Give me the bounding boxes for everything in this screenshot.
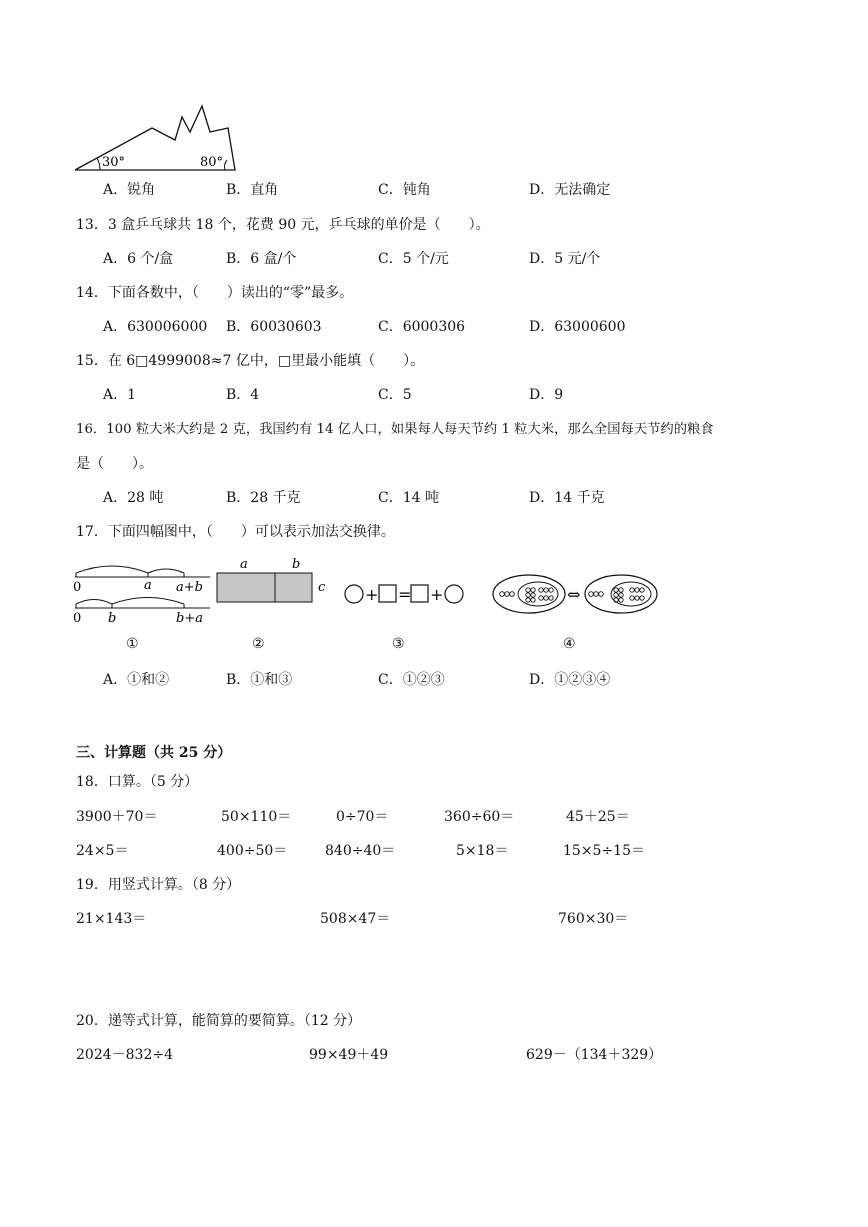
q17-figure-number-3: ③ — [392, 636, 405, 652]
q12-option-b[interactable]: B．直角 — [226, 182, 279, 198]
q15-option-b[interactable]: B．4 — [226, 387, 260, 403]
fig3-circle-1 — [345, 585, 363, 603]
fig4-right-small-dots — [589, 592, 604, 597]
q17-figure-number-2: ② — [252, 636, 265, 652]
fig4-outer-left — [493, 575, 565, 613]
q16-stem-line2: 是（ ）。 — [76, 456, 153, 472]
q17-figure-number-1: ① — [126, 636, 139, 652]
q13-stem: 13．3 盒乒乓球共 18 个，花费 90 元，乒乓球的单价是（ ）。 — [76, 217, 490, 233]
fig3-equals: = — [398, 585, 412, 604]
fig2-rect-a — [217, 573, 275, 602]
q12-option-a[interactable]: A．锐角 — [103, 182, 156, 198]
q12-left-arc — [97, 158, 100, 170]
fig3-square-2 — [411, 585, 428, 602]
q12-angle-right: 80° — [200, 155, 224, 170]
q19-stem: 19．用竖式计算。（8 分） — [76, 877, 241, 893]
q19-item-3: 760×30＝ — [558, 911, 629, 927]
fig2-rect-b — [275, 573, 312, 602]
q15-stem: 15．在 6□4999008≈7 亿中，□里最小能填（ ）。 — [76, 353, 425, 369]
q18-item-5: 45＋25＝ — [566, 809, 630, 825]
q12-option-d[interactable]: D．无法确定 — [529, 182, 611, 198]
q13-option-c[interactable]: C．5 个/元 — [378, 251, 449, 267]
fig1-bottom-zero: 0 — [73, 611, 82, 626]
fig1-apb-label: a+b — [176, 580, 203, 595]
q13-option-d[interactable]: D．5 元/个 — [529, 251, 601, 267]
fig3-plus-2: + — [430, 585, 444, 604]
fig1-top-zero: 0 — [73, 580, 82, 595]
q13-option-b[interactable]: B．6 盒/个 — [226, 251, 297, 267]
q18-item-3: 0÷70＝ — [336, 809, 389, 825]
q16-stem-line1: 16．100 粒大米大约是 2 克，我国约有 14 亿人口，如果每人每天节约 1 粒大米，那么全国每天节约的粮食 — [76, 422, 714, 437]
q18-item-10: 15×5÷15＝ — [563, 843, 645, 859]
q20-item-2: 99×49＋49 — [309, 1047, 389, 1063]
q17-option-c[interactable]: C．①②③ — [378, 672, 445, 688]
fig1-b-label: b — [108, 611, 117, 626]
q17-figure-number-4: ④ — [563, 636, 576, 652]
q17-figure-4 — [490, 572, 665, 618]
q17-figure-2 — [210, 553, 340, 608]
q16-option-b[interactable]: B．28 千克 — [226, 490, 301, 506]
q14-stem: 14．下面各数中，（ ）读出的“零”最多。 — [76, 285, 354, 301]
fig3-square-1 — [379, 585, 396, 602]
fig4-arrow: ⇔ — [567, 585, 581, 604]
q14-option-d[interactable]: D．63000600 — [529, 319, 626, 335]
q18-stem: 18．口算。（5 分） — [76, 774, 199, 790]
q12-option-c[interactable]: C．钝角 — [378, 182, 431, 198]
q18-item-9: 5×18＝ — [456, 843, 509, 859]
q17-stem: 17．下面四幅图中，（ ）可以表示加法交换律。 — [76, 524, 395, 540]
q15-option-c[interactable]: C．5 — [378, 387, 412, 403]
fig1-top-arc-a — [76, 566, 148, 573]
q14-option-a[interactable]: A．630006000 — [103, 319, 208, 335]
q14-option-b[interactable]: B．60030603 — [226, 319, 322, 335]
fig4-left-group-dots — [526, 588, 553, 602]
q17-option-a[interactable]: A．①和② — [103, 672, 170, 688]
fig1-bottom-arc-a — [112, 598, 184, 605]
fig2-c-label: c — [318, 580, 326, 595]
q16-option-a[interactable]: A．28 吨 — [103, 490, 164, 506]
fig4-outer-right — [585, 575, 657, 613]
fig2-a-label: a — [240, 557, 248, 572]
q12-figure — [70, 100, 245, 175]
fig3-circle-2 — [445, 585, 463, 603]
q19-item-1: 21×143＝ — [76, 911, 147, 927]
q18-item-8: 840÷40＝ — [325, 843, 396, 859]
fig2-b-label: b — [292, 557, 301, 572]
q20-stem: 20．递等式计算，能简算的要简算。（12 分） — [76, 1013, 362, 1029]
fig1-bpa-label: b+a — [176, 611, 203, 626]
section-3-title: 三、计算题（共 25 分） — [76, 745, 232, 761]
q12-angle-left: 30° — [102, 155, 126, 170]
q18-item-6: 24×5＝ — [76, 843, 129, 859]
q17-figure-1 — [70, 553, 220, 628]
q20-item-1: 2024－832÷4 — [76, 1047, 173, 1063]
q18-item-1: 3900＋70＝ — [76, 809, 158, 825]
q14-option-c[interactable]: C．6000306 — [378, 319, 466, 335]
q18-item-4: 360÷60＝ — [444, 809, 515, 825]
q16-option-d[interactable]: D．14 千克 — [529, 490, 605, 506]
q15-option-a[interactable]: A．1 — [103, 387, 137, 403]
q19-item-2: 508×47＝ — [320, 911, 391, 927]
fig1-a-label: a — [144, 578, 152, 593]
fig1-top-arc-b — [148, 569, 184, 573]
fig1-bottom-arc-b — [76, 600, 112, 605]
fig3-plus-1: + — [365, 585, 379, 604]
q17-option-b[interactable]: B．①和③ — [226, 672, 293, 688]
q13-option-a[interactable]: A．6 个/盒 — [103, 251, 174, 267]
q18-item-2: 50×110＝ — [221, 809, 292, 825]
q18-item-7: 400÷50＝ — [217, 843, 288, 859]
q17-option-d[interactable]: D．①②③④ — [529, 672, 611, 688]
q15-option-d[interactable]: D．9 — [529, 387, 564, 403]
fig4-right-group-dots — [614, 588, 644, 602]
q17-figure-3 — [340, 580, 470, 610]
q16-option-c[interactable]: C．14 吨 — [378, 490, 439, 506]
q12-right-arc — [225, 160, 227, 170]
fig4-inner-left — [518, 582, 558, 606]
q20-item-3: 629－（134＋329） — [526, 1047, 663, 1063]
fig4-left-small-dots — [500, 592, 515, 597]
